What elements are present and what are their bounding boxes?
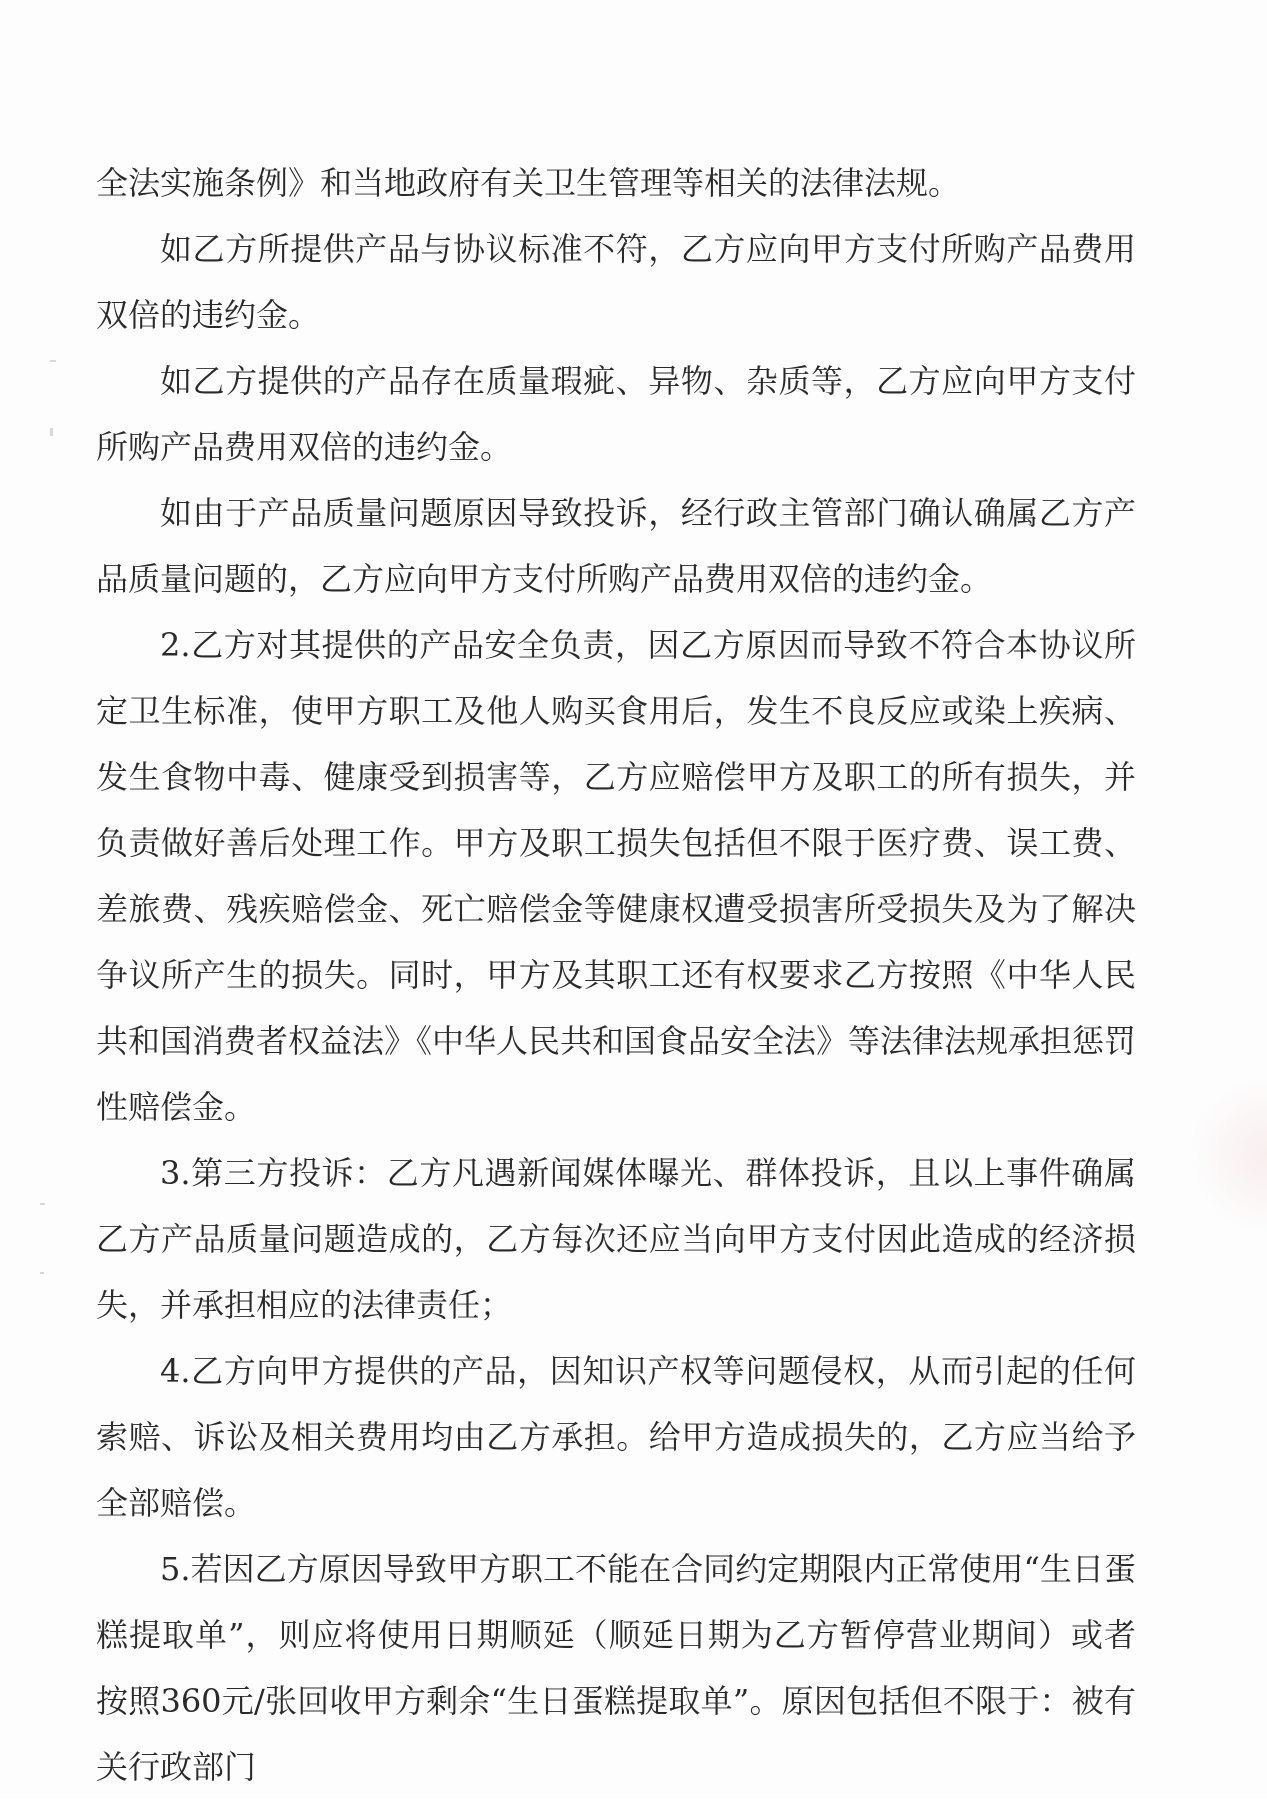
scan-speck <box>40 1203 45 1205</box>
paragraph-4: 如由于产品质量问题原因导致投诉，经行政主管部门确认确属乙方产品质量问题的，乙方应向甲方支付所购产品费用双倍的违约金。 <box>96 494 1136 598</box>
scan-speck <box>50 428 53 436</box>
paragraph-1: 全法实施条例》和当地政府有关卫生管理等相关的法律法规。 <box>96 164 961 202</box>
faint-stamp-mark <box>1190 1075 1267 1235</box>
paragraph-clause-5: 5.若因乙方原因导致甲方职工不能在合同约定期限内正常使用“生日蛋糕提取单”，则应将使用日期顺延（顺延日期为乙方暂停营业期间）或者按照360元/张回收甲方剩余“生日蛋糕提取单”。原因包括但不限于：被有关行政部门 <box>96 1550 1136 1786</box>
scan-speck <box>50 360 56 362</box>
paragraph-clause-2: 2.乙方对其提供的产品安全负责，因乙方原因而导致不符合本协议所定卫生标准，使甲方职工及他人购买食用后，发生不良反应或染上疾病、发生食物中毒、健康受到损害等，乙方应赔偿甲方及职工的所有损失，并负责做好善后处理工作。甲方及职工损失包括但不限于医疗费、误工费、差旅费、残疾赔偿金、死亡赔偿金等健康权遭受损害所受损失及为了解决争议所产生的损失。同时，甲方及其职工还有权要求乙方按照《中华人民共和国消费者权益法》《中华人民共和国食品安全法》等法律法规承担惩罚性赔偿金。 <box>96 626 1137 1126</box>
document-body <box>96 150 1136 1800</box>
paragraph-2: 如乙方所提供产品与协议标准不符，乙方应向甲方支付所购产品费用双倍的违约金。 <box>96 230 1136 334</box>
scan-speck <box>40 1272 44 1274</box>
paragraph-clause-4: 4.乙方向甲方提供的产品，因知识产权等问题侵权，从而引起的任何索赔、诉讼及相关费用均由乙方承担。给甲方造成损失的，乙方应当给予全部赔偿。 <box>96 1352 1136 1522</box>
paragraph-3: 如乙方提供的产品存在质量瑕疵、异物、杂质等，乙方应向甲方支付所购产品费用双倍的违约金。 <box>96 362 1136 466</box>
paragraph-clause-3: 3.第三方投诉：乙方凡遇新闻媒体曝光、群体投诉，且以上事件确属乙方产品质量问题造成的，乙方每次还应当向甲方支付因此造成的经济损失，并承担相应的法律责任； <box>96 1154 1136 1324</box>
